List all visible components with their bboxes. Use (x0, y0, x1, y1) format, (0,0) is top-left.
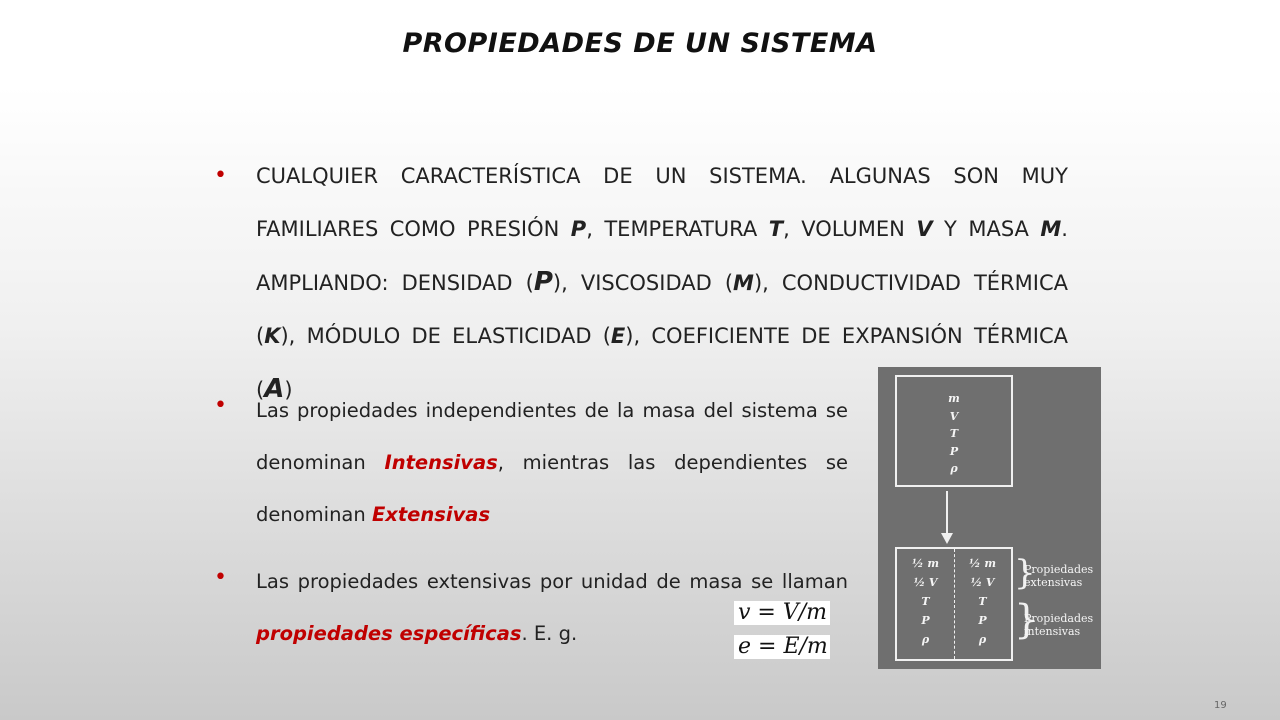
var-p: P (978, 614, 987, 627)
bullet-marker: • (214, 163, 227, 188)
text-segment: ), VISCOSIDAD ( (552, 271, 734, 295)
text-segment: , VOLUMEN (783, 217, 917, 241)
var-half-v: ½ V (913, 576, 938, 589)
text-segment: , TEMPERATURA (586, 217, 769, 241)
symbol-conductivity: K (264, 324, 281, 348)
label-extensive: Propiedades extensivas (1024, 563, 1094, 589)
term-extensivas: Extensivas (371, 503, 491, 526)
text-segment: . E. g. (521, 622, 578, 645)
term-especificas: propiedades específicas (256, 622, 522, 645)
var-rho: ρ (950, 462, 958, 475)
var-t: T (978, 595, 987, 608)
var-rho: ρ (978, 633, 987, 646)
equation-specific-energy: e = E/m (734, 635, 830, 659)
symbol-mass: M (1040, 217, 1062, 241)
symbol-elasticity: E (610, 324, 626, 348)
bullet-intensive-extensive (256, 385, 848, 541)
whole-system-box (895, 375, 1013, 487)
bullet-marker: • (214, 565, 227, 590)
var-half-v: ½ V (970, 576, 995, 589)
down-arrow-icon (940, 491, 954, 545)
brace-extensive-icon: } (1014, 553, 1036, 593)
text-segment: Las propiedades independientes de la masa del sistema se denominan (256, 399, 848, 474)
term-intensivas: Intensivas (384, 451, 498, 474)
text-segment: , mientras las dependientes se denominan (256, 451, 848, 526)
left-half-variables (897, 554, 954, 649)
var-t: T (949, 427, 959, 440)
right-half-variables (954, 554, 1011, 649)
equation-specific-volume: v = V/m (734, 601, 830, 625)
whole-system-variables (897, 390, 1011, 478)
symbol-viscosity: Μ (733, 271, 754, 295)
text-segment: ) (284, 378, 293, 402)
symbol-pressure: P (570, 217, 587, 241)
var-p: P (921, 614, 930, 627)
text-segment: CUALQUIER CARACTERÍSTICA DE UN SISTEMA. ALGUNAS SON MUY FAMILIARES COMO PRESIÓN (256, 164, 1068, 241)
text-segment: . AMPLIANDO: DENSIDAD ( (256, 217, 1068, 295)
text-segment: ), CONDUCTIVIDAD TÉRMICA ( (256, 271, 1068, 348)
var-rho: ρ (921, 633, 930, 646)
var-v: V (949, 409, 959, 423)
var-half-m: ½ m (969, 557, 996, 570)
brace-intensive-icon: } (1014, 597, 1040, 643)
bullet-marker: • (214, 393, 227, 418)
symbol-volume: V (916, 217, 933, 241)
text-segment: Y MASA (932, 217, 1041, 241)
symbol-expansion: A (264, 374, 285, 404)
divided-system-box (895, 547, 1013, 661)
symbol-density: P (533, 267, 553, 297)
var-p: P (949, 444, 959, 458)
var-t: T (921, 595, 930, 608)
text-segment: Las propiedades extensivas por unidad de masa se llaman (256, 570, 848, 593)
var-half-m: ½ m (912, 557, 939, 570)
var-m: m (948, 392, 960, 405)
slide-title: PROPIEDADES DE UN SISTEMA (402, 28, 878, 59)
label-intensive: Propiedades intensivas (1024, 612, 1094, 638)
text-segment: ), COEFICIENTE DE EXPANSIÓN TÉRMICA ( (256, 324, 1068, 402)
page-number: 19 (1214, 700, 1227, 711)
symbol-temperature: T (768, 217, 784, 241)
system-division-figure (878, 367, 1101, 669)
text-segment: ), MÓDULO DE ELASTICIDAD ( (280, 324, 611, 348)
